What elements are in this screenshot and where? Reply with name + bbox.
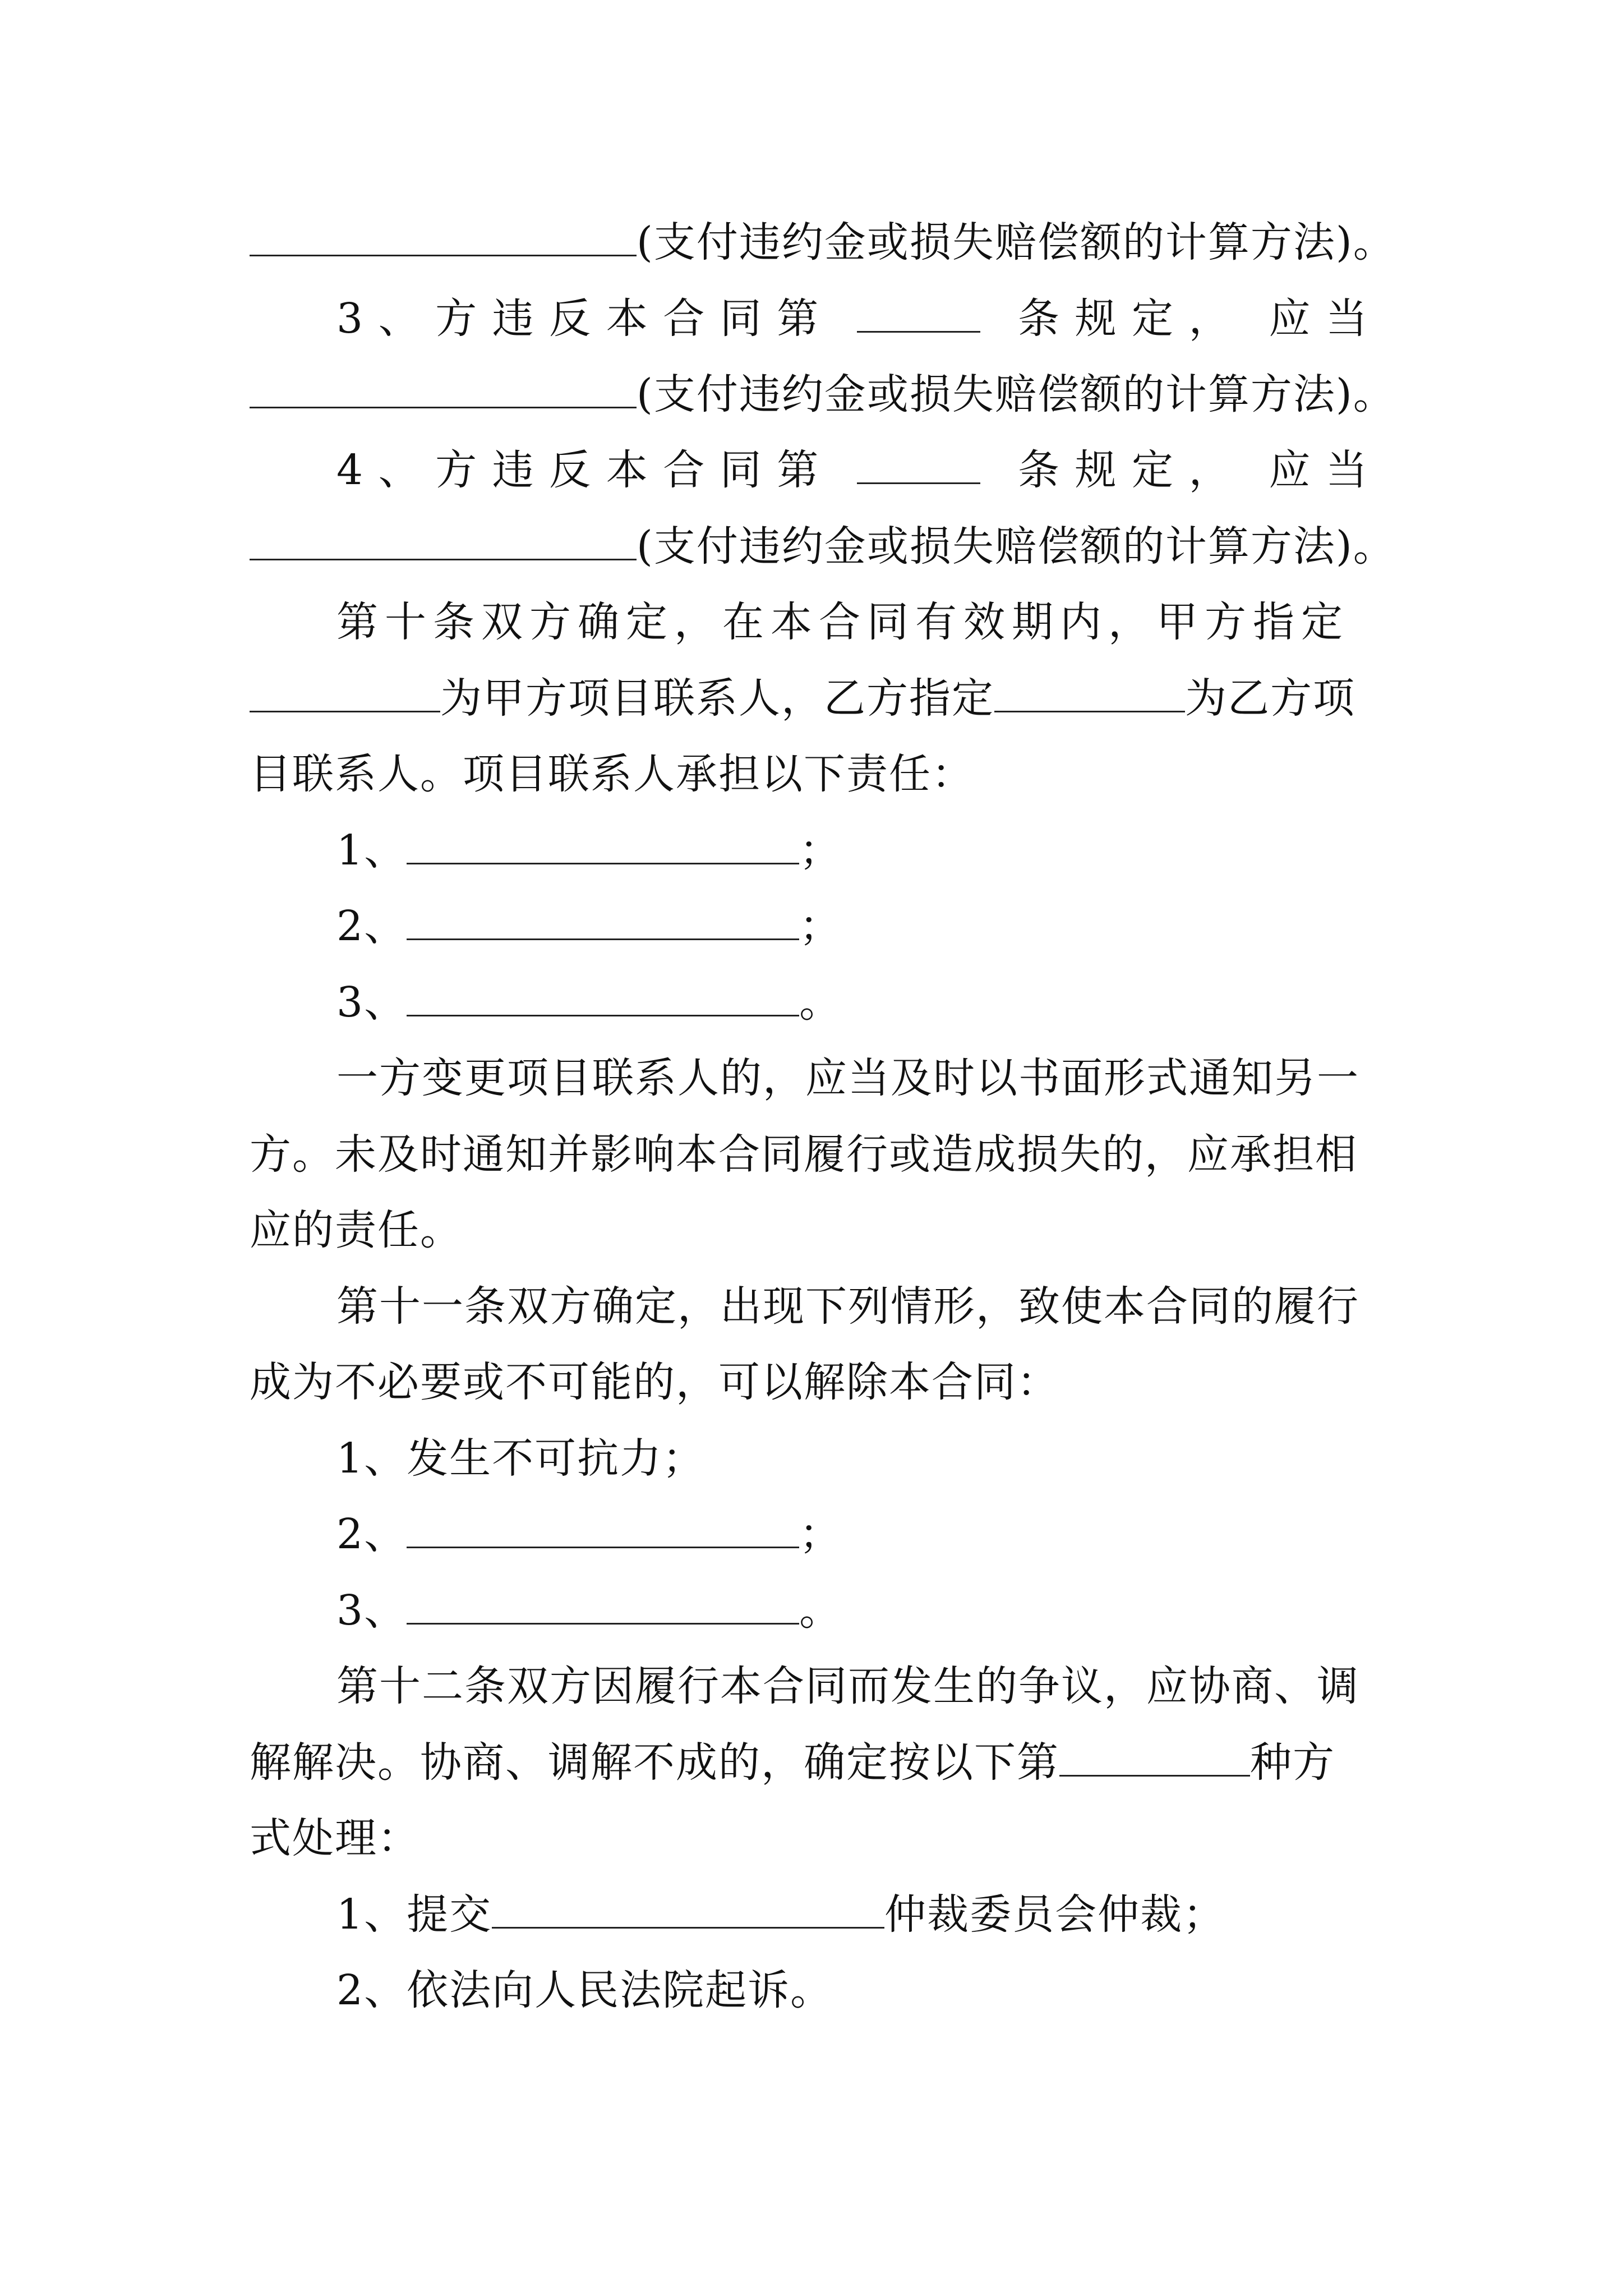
item-end: ； xyxy=(799,1510,842,1558)
article-10-text: 目联系人。项目联系人承担以下责任： xyxy=(250,750,974,798)
penalty-line-5 xyxy=(250,513,1422,580)
article-12-line-3 xyxy=(250,1805,1422,1872)
article-11-line-2 xyxy=(250,1349,1422,1416)
article-10-line-1 xyxy=(336,588,1509,656)
item-number: 1、 xyxy=(336,826,407,875)
article-11-line-1 xyxy=(336,1273,1509,1340)
paragraph-text: 2、依法向人民法院起诉。 xyxy=(336,1966,833,2014)
dispute-way-2 xyxy=(336,1957,1509,2024)
blank-field[interactable] xyxy=(407,826,799,864)
penalty-method-text: (支付违约金或损失赔偿额的计算方法)。 xyxy=(637,370,1396,418)
paragraph-text: 一方变更项目联系人的，应当及时以书面形式通知另一 xyxy=(336,1054,1359,1102)
blank-field[interactable] xyxy=(857,445,980,484)
responsibility-item-3 xyxy=(336,969,1509,1036)
blank-field[interactable] xyxy=(492,1890,884,1929)
change-contact-line-3 xyxy=(250,1197,1422,1264)
item-number: 3、 xyxy=(336,1586,407,1635)
paragraph-text: 1、发生不可抗力； xyxy=(336,1434,706,1483)
item-end: ； xyxy=(799,826,842,875)
change-contact-line-1 xyxy=(336,1045,1509,1112)
article-12-line-2 xyxy=(250,1729,1422,1796)
paragraph-text: 成为不必要或不可能的，可以解除本合同： xyxy=(250,1358,1059,1406)
blank-field[interactable] xyxy=(407,1510,799,1548)
clause-3-end: 应 当 xyxy=(1269,295,1368,343)
dispute-way-1 xyxy=(336,1881,1509,1948)
blank-field[interactable] xyxy=(407,978,799,1016)
paragraph-text: 式处理： xyxy=(250,1814,420,1862)
penalty-line-3 xyxy=(250,361,1422,428)
blank-field[interactable] xyxy=(250,218,637,256)
penalty-method-text: (支付违约金或损失赔偿额的计算方法)。 xyxy=(637,522,1396,570)
clause-4-line xyxy=(336,436,1509,504)
item-number: 2、 xyxy=(336,902,407,950)
blank-field[interactable] xyxy=(250,522,637,560)
blank-field[interactable] xyxy=(1059,1738,1250,1777)
clause-3-mid: 条 规 定 ， xyxy=(1018,295,1232,343)
clause-4-prefix: 4 、 方 违 反 本 合 同 第 xyxy=(336,446,820,494)
paragraph-text: 应的责任。 xyxy=(250,1206,463,1254)
clause-4-mid: 条 规 定 ， xyxy=(1018,446,1232,494)
item-end: 。 xyxy=(799,1586,842,1635)
blank-field[interactable] xyxy=(250,674,440,712)
item-number: 3、 xyxy=(336,978,407,1027)
paragraph-text: 1、提交 xyxy=(336,1890,492,1939)
blank-field[interactable] xyxy=(857,294,980,333)
responsibility-item-2 xyxy=(336,892,1509,960)
clause-3-prefix: 3 、 方 违 反 本 合 同 第 xyxy=(336,295,820,343)
termination-item-1 xyxy=(336,1425,1509,1492)
termination-item-2 xyxy=(336,1501,1509,1568)
paragraph-text: 第十二条双方因履行本合同而发生的争议，应协商、调 xyxy=(336,1662,1359,1710)
blank-field[interactable] xyxy=(250,370,637,408)
paragraph-text: 仲裁委员会仲裁； xyxy=(884,1890,1226,1939)
penalty-line-1 xyxy=(250,209,1422,276)
paragraph-text: 方。未及时通知并影响本合同履行或造成损失的，应承担相 xyxy=(250,1130,1358,1179)
article-10-text: 第十条双方确定，在本合同有效期内，甲方指定 xyxy=(336,598,1349,646)
article-10-line-3 xyxy=(250,740,1422,808)
item-end: ； xyxy=(799,902,842,950)
blank-field[interactable] xyxy=(407,901,799,940)
item-end: 。 xyxy=(799,978,842,1027)
penalty-method-text: (支付违约金或损失赔偿额的计算方法)。 xyxy=(637,218,1396,266)
clause-3-line xyxy=(336,285,1509,352)
article-10-line-2 xyxy=(250,665,1422,732)
article-10-text: 为乙方项 xyxy=(1185,674,1355,723)
blank-field[interactable] xyxy=(407,1586,799,1625)
clause-4-end: 应 当 xyxy=(1269,446,1368,494)
paragraph-text: 第十一条双方确定，出现下列情形，致使本合同的履行 xyxy=(336,1282,1359,1331)
item-number: 2、 xyxy=(336,1510,407,1558)
article-12-line-1 xyxy=(336,1653,1509,1720)
article-10-text: 为甲方项目联系人，乙方指定 xyxy=(440,674,994,723)
change-contact-line-2 xyxy=(250,1121,1422,1188)
paragraph-text: 解解决。协商、调解不成的，确定按以下第 xyxy=(250,1738,1059,1787)
paragraph-text: 种方 xyxy=(1250,1738,1335,1787)
responsibility-item-1 xyxy=(336,817,1509,884)
blank-field[interactable] xyxy=(994,674,1185,712)
termination-item-3 xyxy=(336,1577,1509,1644)
